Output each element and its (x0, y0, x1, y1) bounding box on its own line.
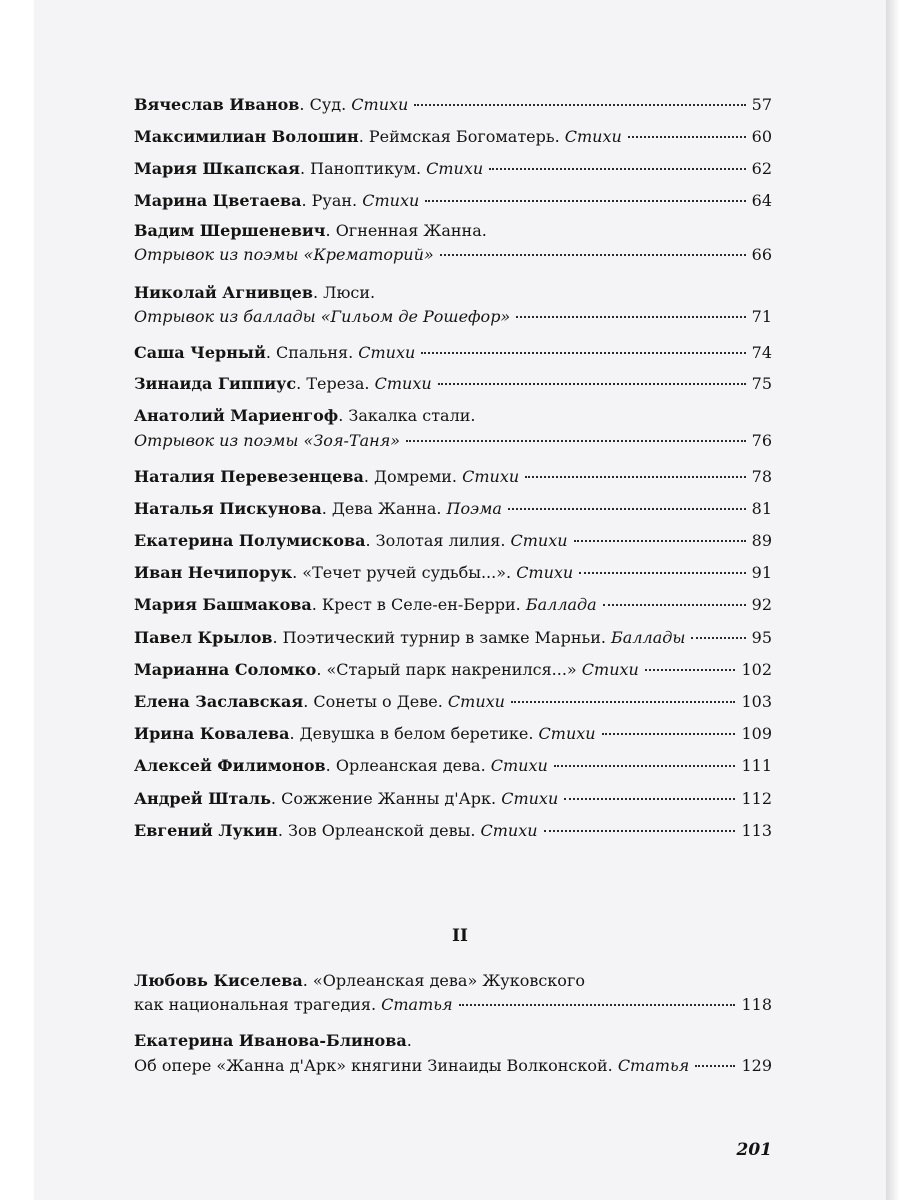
toc-entry (134, 373, 772, 395)
dot-leader (691, 637, 745, 639)
entry-page-number: 92 (751, 595, 772, 614)
entry-author: Марианна Соломко (134, 660, 317, 679)
entry-genre: Стихи (581, 660, 639, 679)
toc-entry (134, 126, 772, 148)
entry-genre: Стихи (501, 789, 559, 808)
entry-author: Наталья Пискунова (134, 499, 322, 518)
entry-author: Марина Цветаева (134, 191, 302, 210)
entry-page-number: 78 (751, 467, 772, 486)
entry-author: Наталия Перевезенцева (134, 467, 364, 486)
toc-entry (134, 405, 772, 452)
dot-leader (554, 765, 736, 767)
entry-title-continued: как национальная трагедия. (134, 995, 382, 1014)
entry-page-number: 109 (741, 724, 772, 743)
entry-author: Иван Нечипорук (134, 563, 293, 582)
entry-genre: Статья (617, 1056, 690, 1075)
entry-page-number: 129 (741, 1056, 772, 1075)
dot-leader (406, 440, 746, 442)
dot-leader (459, 1004, 736, 1006)
entry-subtitle: Отрывок из поэмы «Крематорий» (134, 245, 434, 264)
entry-subtitle: Отрывок из баллады «Гильом де Рошефор» (134, 307, 511, 326)
entry-author: Любовь Киселева (134, 971, 303, 990)
entry-genre: Стихи (564, 127, 622, 146)
entry-page-number: 91 (751, 563, 772, 582)
dot-leader (645, 669, 736, 671)
dot-leader (421, 352, 745, 354)
dot-leader (574, 540, 746, 542)
entry-page-number: 74 (751, 343, 772, 362)
toc-entry (134, 530, 772, 552)
entry-title: . Закалка стали. (338, 406, 476, 425)
toc-entry (134, 820, 772, 842)
toc-entry (134, 466, 772, 488)
entry-genre: Стихи (351, 95, 409, 114)
entry-author: Алексей Филимонов (134, 756, 326, 775)
book-page (34, 0, 886, 1200)
toc-entry (134, 498, 772, 520)
entry-page-number: 81 (751, 499, 772, 518)
toc-entry (134, 158, 772, 180)
entry-genre: Стихи (426, 159, 484, 178)
entry-page-number: 60 (751, 127, 772, 146)
entry-author: Николай Агнивцев (134, 283, 313, 302)
entry-page-number: 75 (751, 374, 772, 393)
entry-title: . Дева Жанна. (321, 499, 447, 518)
dot-leader (579, 572, 745, 574)
entry-title: . Огненная Жанна. (325, 221, 487, 240)
entry-subtitle: Отрывок из поэмы «Зоя-Таня» (134, 431, 401, 450)
toc-entry (134, 220, 772, 266)
entry-title: . Спальня. (265, 343, 359, 362)
entry-author: Максимилиан Волошин (134, 127, 359, 146)
toc-entry (134, 659, 772, 681)
toc-entry (134, 755, 772, 777)
entry-title: . «Старый парк накренился...» (316, 660, 582, 679)
entry-title: . Суд. (299, 95, 352, 114)
entry-title: . (406, 1031, 412, 1050)
dot-leader (695, 1065, 735, 1067)
entry-title: . Сожжение Жанны д'Арк. (270, 789, 502, 808)
dot-leader (525, 476, 746, 478)
entry-page-number: 102 (741, 660, 772, 679)
entry-page-number: 111 (741, 756, 772, 775)
entry-author: Евгений Лукин (134, 821, 278, 840)
dot-leader (438, 383, 746, 385)
entry-title-continued: Об опере «Жанна д'Арк» княгини Зинаиды Волконской. (134, 1056, 618, 1075)
toc-entry (134, 723, 772, 745)
entry-title: . Сонеты о Деве. (303, 692, 448, 711)
entry-genre: Стихи (538, 724, 596, 743)
toc-entry (134, 562, 772, 584)
entry-author: Анатолий Мариенгоф (134, 406, 339, 425)
toc-entry (134, 190, 772, 212)
entry-page-number: 118 (741, 995, 772, 1014)
entry-title: . Крест в Селе-ен-Берри. (311, 595, 526, 614)
entry-title: . Руан. (301, 191, 363, 210)
entry-genre: Поэма (446, 499, 502, 518)
entry-genre: Стихи (362, 191, 420, 210)
toc-entry (134, 1030, 772, 1077)
entry-genre: Стихи (462, 467, 520, 486)
entry-genre: Стихи (510, 531, 568, 550)
entry-genre: Стихи (516, 563, 574, 582)
entry-genre: Баллады (611, 628, 686, 647)
entry-author: Саша Черный (134, 343, 266, 362)
entry-author: Екатерина Иванова-Блинова (134, 1031, 407, 1050)
entry-page-number: 57 (751, 95, 772, 114)
entry-author: Зинаида Гиппиус (134, 374, 297, 393)
page-edge-shadow (886, 0, 900, 1200)
entry-page-number: 95 (751, 628, 772, 647)
section-heading: II (452, 926, 468, 946)
entry-genre: Статья (381, 995, 453, 1014)
entry-page-number: 71 (751, 307, 772, 326)
dot-leader (544, 830, 736, 832)
entry-author: Елена Заславская (134, 692, 304, 711)
entry-page-number: 103 (741, 692, 772, 711)
toc-entry (134, 342, 772, 364)
dot-leader (564, 798, 735, 800)
entry-title: . Зов Орлеанской девы. (277, 821, 481, 840)
dot-leader (511, 701, 736, 703)
toc-entry (134, 594, 772, 616)
entry-page-number: 64 (751, 191, 772, 210)
dot-leader (628, 136, 746, 138)
page-number: 201 (736, 1140, 772, 1160)
entry-genre: Стихи (374, 374, 432, 393)
entry-author: Мария Шкапская (134, 159, 300, 178)
entry-title: . Девушка в белом беретике. (289, 724, 539, 743)
entry-page-number: 89 (751, 531, 772, 550)
entry-title: . Реймская Богоматерь. (358, 127, 565, 146)
dot-leader (516, 316, 745, 318)
dot-leader (414, 104, 745, 106)
entry-author: Ирина Ковалева (134, 724, 290, 743)
dot-leader (440, 254, 746, 256)
entry-page-number: 66 (751, 245, 772, 264)
entry-title: . Домреми. (363, 467, 463, 486)
entry-title: . Паноптикум. (299, 159, 427, 178)
entry-title: . «Течет ручей судьбы...». (292, 563, 517, 582)
dot-leader (602, 733, 736, 735)
dot-leader (508, 508, 746, 510)
entry-title: . Орлеанская дева. (325, 756, 491, 775)
entry-genre: Стихи (447, 692, 505, 711)
toc-entry (134, 788, 772, 810)
entry-page-number: 112 (741, 789, 772, 808)
entry-genre: Стихи (480, 821, 538, 840)
dot-leader (603, 604, 746, 606)
toc-entry (134, 970, 772, 1016)
entry-author: Мария Башмакова (134, 595, 312, 614)
entry-genre: Баллада (525, 595, 597, 614)
toc-entry (134, 627, 772, 649)
entry-page-number: 62 (751, 159, 772, 178)
toc-entry (134, 691, 772, 713)
entry-author: Андрей Шталь (134, 789, 271, 808)
entry-genre: Стихи (490, 756, 548, 775)
entry-title: . «Орлеанская дева» Жуковского (302, 971, 585, 990)
entry-title: . Поэтический турнир в замке Марньи. (272, 628, 612, 647)
toc-entry (134, 94, 772, 116)
entry-title: . Золотая лилия. (365, 531, 511, 550)
entry-title: . Люси. (312, 283, 376, 302)
entry-author: Вячеслав Иванов (134, 95, 300, 114)
entry-author: Екатерина Полумискова (134, 531, 366, 550)
dot-leader (425, 200, 745, 202)
entry-page-number: 76 (751, 431, 772, 450)
entry-author: Вадим Шершеневич (134, 221, 326, 240)
dot-leader (489, 168, 745, 170)
entry-title: . Тереза. (296, 374, 375, 393)
entry-genre: Стихи (358, 343, 416, 362)
entry-page-number: 113 (741, 821, 772, 840)
toc-entry (134, 282, 772, 328)
entry-author: Павел Крылов (134, 628, 273, 647)
